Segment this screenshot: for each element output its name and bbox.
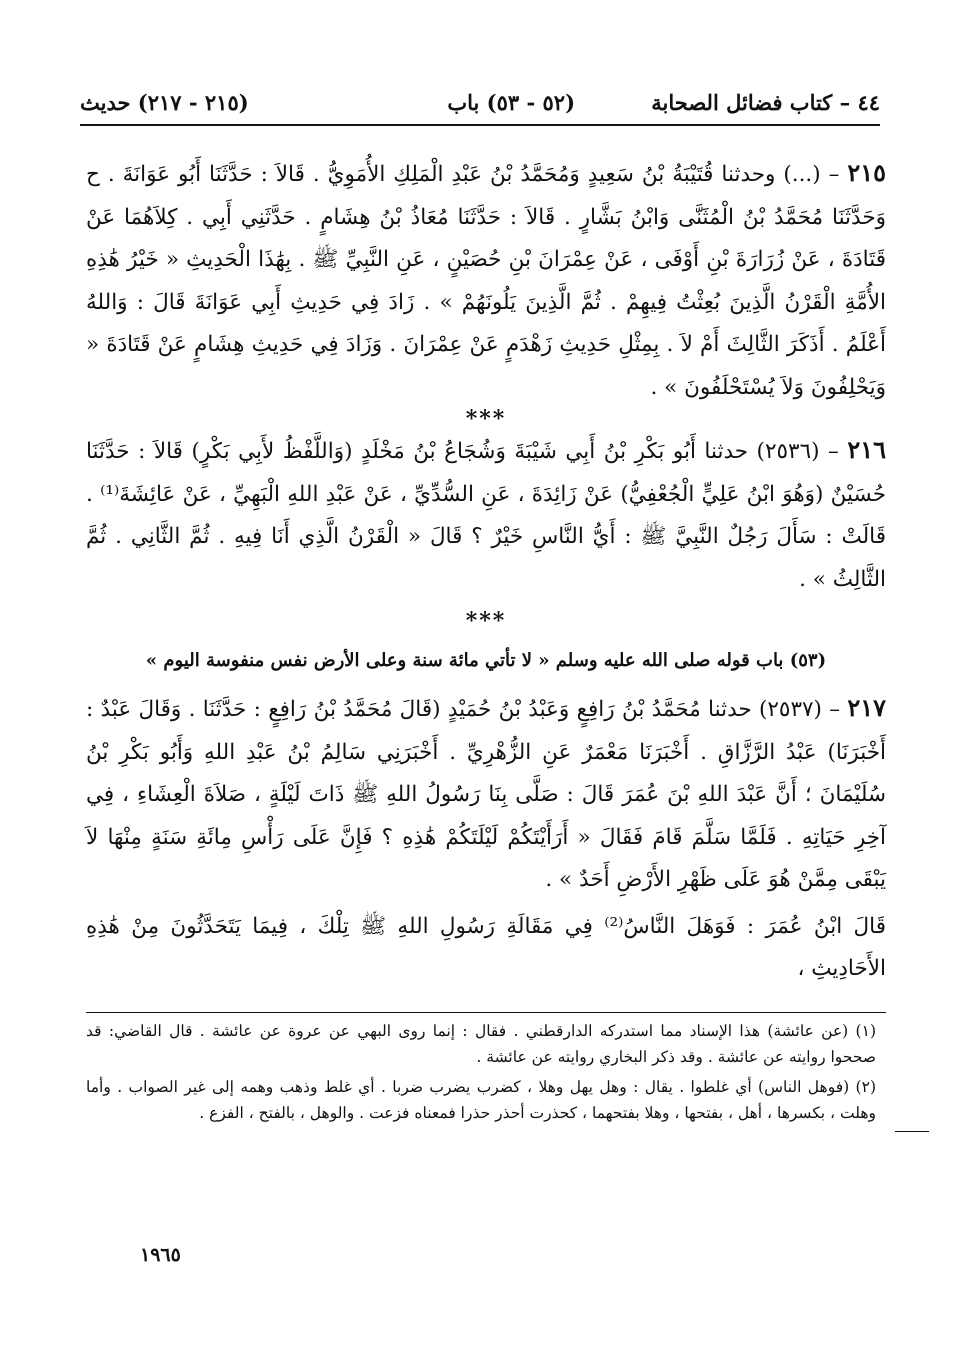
section-separator: *** xyxy=(465,406,507,432)
footnote-1: (١) (عن عائشة) هذا الإسناد مما استدركه الدارقطني . فقال : إنما روى البهي عن عروة عن عائشة . قال القاضي: قد صححوا روايته عن عائشة . وقد ذكر البخاري روايته عن عائشة . xyxy=(86,1022,876,1066)
hadith-number: ٢١٧ xyxy=(847,693,886,722)
header-rule xyxy=(80,124,880,126)
section-separator: *** xyxy=(465,608,507,634)
hadith-number: ٢١٥ xyxy=(847,158,886,187)
hadith-text: – (...) وحدثنا قُتَيْبَةُ بْنُ سَعِيدٍ وَمُحَمَّدُ بْنُ عَبْدِ الْمَلِكِ الأُمَوِيُّ . قَالاَ : حَدَّثَنَا أَبُو عَوَانَةَ . ح وَحَدَّثَنَا مُحَمَّدُ بْنُ الْمُثَنَّى وَابْنُ بَشَّارٍ . قَالاَ : حَدَّثَنَا مُعَاذُ بْنُ هِشَامٍ . حَدَّثَنِي أَبِي . كِلاَهُمَا عَنْ قَتَادَةَ ، عَنْ زُرَارَةَ بْنِ أَوْفَى ، عَنْ عِمْرَانَ بْنِ حُصَيْنٍ ، عَنِ النَّبِيِّ ﷺ . بِهَٰذَا الْحَدِيثِ « خَيْرُ هَٰذِهِ الأُمَّةِ الْقَرْنُ الَّذِينَ بُعِثْتُ فِيهِمْ . ثُمَّ الَّذِينَ يَلُونَهُمْ » . زَادَ فِي حَدِيثِ أَبِي عَوَانَةَ قَالَ : وَاللهُ أَعْلَمُ . أَذَكَرَ الثَّالِثَ أَمْ لاَ . بِمِثْلِ حَدِيثِ زَهْدَمٍ عَنْ عِمْرَانَ . وَزَادَ فِي حَدِيثِ هِشَامٍ عَنْ قَتَادَةَ « وَيَحْلِفُونَ وَلاَ يُسْتَحْلَفُونَ » . xyxy=(86,162,886,400)
hadith-215 xyxy=(86,152,886,409)
hadith-217-continuation: قَالَ ابْنُ عُمَرَ : فَوَهَلَ النَّاسُ⁽²⁾ فِي مَقَالَةِ رَسُولِ اللهِ ﷺ تِلْكَ ، فِيمَا يَتَحَدَّثُونَ مِنْ هَٰذِهِ الأَحَادِيثِ ، xyxy=(86,913,886,981)
page-number: ١٩٦٥ xyxy=(140,1244,181,1266)
hadith-216 xyxy=(86,429,886,601)
hadith-number: ٢١٦ xyxy=(847,435,886,464)
header-chapter-range: (٥٢ - ٥٣) باب xyxy=(447,90,575,115)
footnotes xyxy=(86,1018,876,1130)
header-hadith-range: (٢١٥ - ٢١٧) حديث xyxy=(80,90,249,115)
header-book-title: ٤٤ – كتاب فضائل الصحابة xyxy=(651,90,880,115)
main-text xyxy=(86,152,886,991)
footnote-rule xyxy=(86,1012,886,1013)
hadith-217 xyxy=(86,687,886,902)
running-header xyxy=(80,90,880,126)
hadith-text: – (٢٥٣٧) حدثنا مُحَمَّدُ بْنُ رَافِعٍ وَعَبْدُ بْنُ حُمَيْدٍ (قَالَ مُحَمَّدُ بْنُ رَافِعٍ : حَدَّثَنَا . وَقَالَ عَبْدٌ : أَخْبَرَنَا) عَبْدُ الرَّزَّاقِ . أَخْبَرَنَا مَعْمَرٌ عَنِ الزُّهْرِيِّ . أَخْبَرَنِي سَالِمُ بْنُ عَبْدِ اللهِ وَأَبُو بَكْرِ بْنُ سُلَيْمَانَ ؛ أَنَّ عَبْدَ اللهِ بْنَ عُمَرَ قَالَ : صَلَّى بِنَا رَسُولُ اللهِ ﷺ ذَاتَ لَيْلَةٍ ، صَلاَةَ الْعِشَاءِ ، فِي آخِرِ حَيَاتِهِ . فَلَمَّا سَلَّمَ قَامَ فَقَالَ « أَرَأَيْتَكُمْ لَيْلَتَكُمْ هَٰذِهِ ؟ فَإِنَّ عَلَى رَأْسِ مِائَةِ سَنَةٍ مِنْهَا لاَ يَبْقَى مِمَّنْ هُوَ عَلَى ظَهْرِ الأَرْضِ أَحَدٌ » . xyxy=(86,697,886,892)
margin-line xyxy=(895,1131,929,1132)
footnote-2: (٢) (فوهل الناس) أي غلطوا . يقال : وهل يهل وهلا ، كضرب يضرب ضربا . أي غلط وذهب وهمه إلى غير الصواب . وأما وهلت ، بكسرها ، أهل ، بفتحها ، وهلا بفتحهما ، كحذرت أحذر حذرا فمعناه فزعت . والوهل ، بالفتح ، الفزع . xyxy=(86,1078,876,1122)
hadith-text: – (٢٥٣٦) حدثنا أَبُو بَكْرِ بْنُ أَبِي شَيْبَةَ وَشُجَاعُ بْنُ مَخْلَدٍ (وَاللَّفْظُ لأَبِي بَكْرٍ) قَالاَ : حَدَّثَنَا حُسَيْنٌ (وَهُوَ ابْنُ عَلِيٍّ الْجُعْفِيُّ) عَنْ زَائِدَةَ ، عَنِ السُّدِّيِّ ، عَنْ عَبْدِ اللهِ الْبَهِيِّ ، عَنْ عَائِشَةَ⁽¹⁾ . قَالَتْ : سَأَلَ رَجُلٌ النَّبِيَّ ﷺ : أَيُّ النَّاسِ خَيْرٌ ؟ قَالَ « الْقَرْنُ الَّذِي أَنَا فِيهِ . ثُمَّ الثَّانِي . ثُمَّ الثَّالِثُ » . xyxy=(86,439,887,592)
chapter-heading: (٥٣) باب قوله صلى الله عليه وسلم « لا تأتي مائة سنة وعلى الأرض نفس منفوسة اليوم » xyxy=(145,650,827,671)
